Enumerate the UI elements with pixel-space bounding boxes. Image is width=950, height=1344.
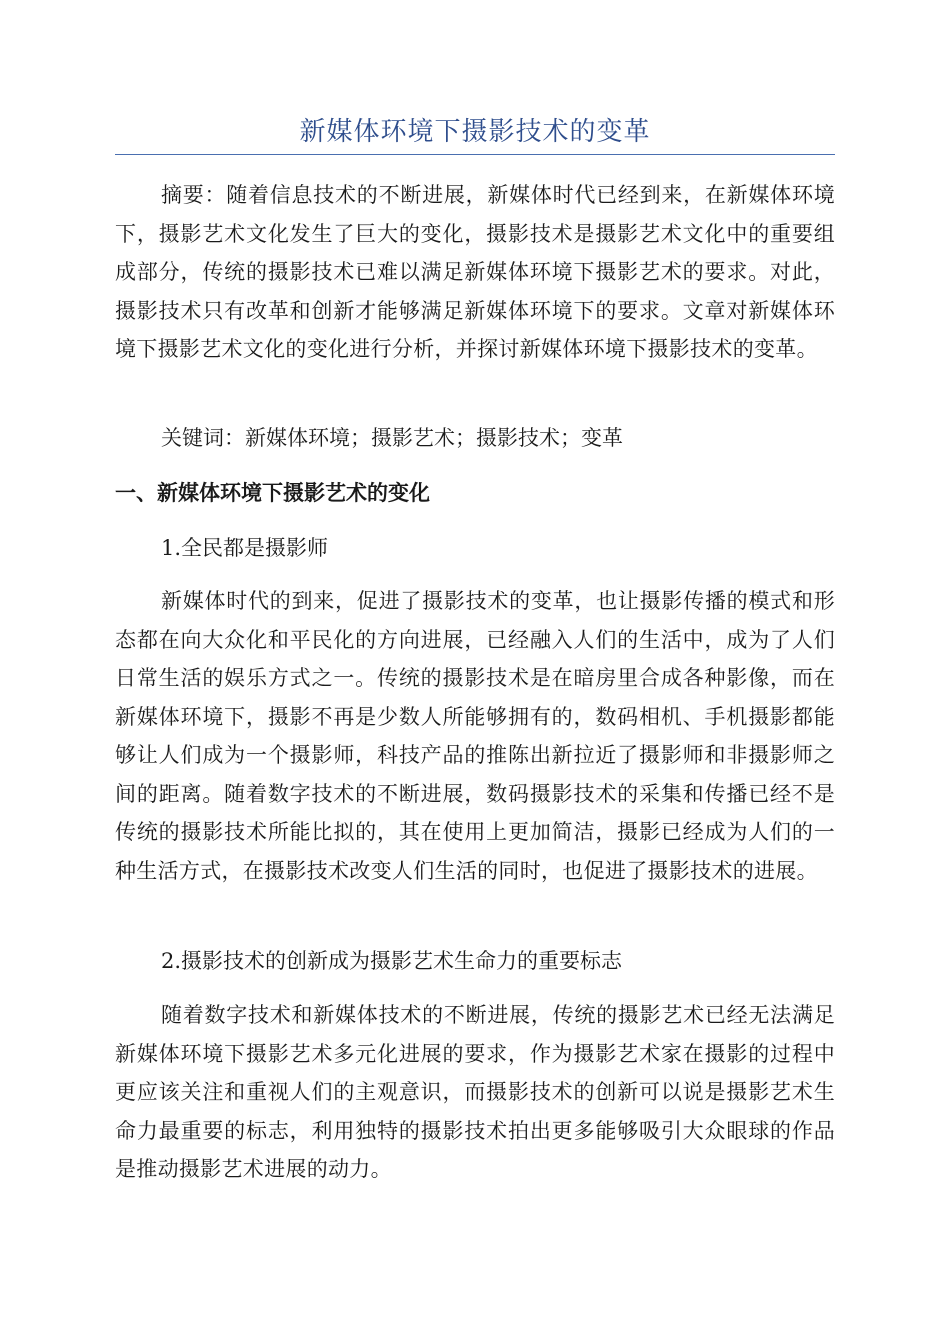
title-underline bbox=[115, 154, 835, 155]
subsection-heading-2: 2.摄影技术的创新成为摄影艺术生命力的重要标志 bbox=[161, 949, 623, 973]
subsection-heading-1: 1.全民都是摄影师 bbox=[161, 536, 329, 560]
subsection-body-2: 随着数字技术和新媒体技术的不断进展，传统的摄影艺术已经无法满足新媒体环境下摄影艺术多元化进展的要求，作为摄影艺术家在摄影的过程中更应该关注和重视人们的主观意识，而摄影技术的创新可以说是摄影艺术生命力最重要的标志，利用独特的摄影技术拍出更多能够吸引大众眼球的作品是推动摄影艺术进展的动力。 bbox=[115, 1003, 835, 1181]
document-title: 新媒体环境下摄影技术的变革 bbox=[299, 117, 651, 147]
section-heading: 一、新媒体环境下摄影艺术的变化 bbox=[115, 481, 430, 505]
subsection-body-1: 新媒体时代的到来，促进了摄影技术的变革，也让摄影传播的模式和形态都在向大众化和平民化的方向进展，已经融入人们的生活中，成为了人们日常生活的娱乐方式之一。传统的摄影技术是在暗房里合成各种影像，而在新媒体环境下，摄影不再是少数人所能够拥有的，数码相机、手机摄影都能够让人们成为一个摄影师，科技产品的推陈出新拉近了摄影师和非摄影师之间的距离。随着数字技术的不断进展，数码摄影技术的采集和传播已经不是传统的摄影技术所能比拟的，其在使用上更加简洁，摄影已经成为人们的一种生活方式，在摄影技术改变人们生活的同时，也促进了摄影技术的进展。 bbox=[115, 589, 835, 883]
abstract-paragraph: 摘要：随着信息技术的不断进展，新媒体时代已经到来，在新媒体环境下，摄影艺术文化发生了巨大的变化，摄影技术是摄影艺术文化中的重要组成部分，传统的摄影技术已难以满足新媒体环境下摄影艺术的要求。对此，摄影技术只有改革和创新才能够满足新媒体环境下的要求。文章对新媒体环境下摄影艺术文化的变化进行分析，并探讨新媒体环境下摄影技术的变革。 bbox=[115, 183, 835, 361]
keywords-line: 关键词：新媒体环境；摄影艺术；摄影技术；变革 bbox=[161, 426, 623, 450]
